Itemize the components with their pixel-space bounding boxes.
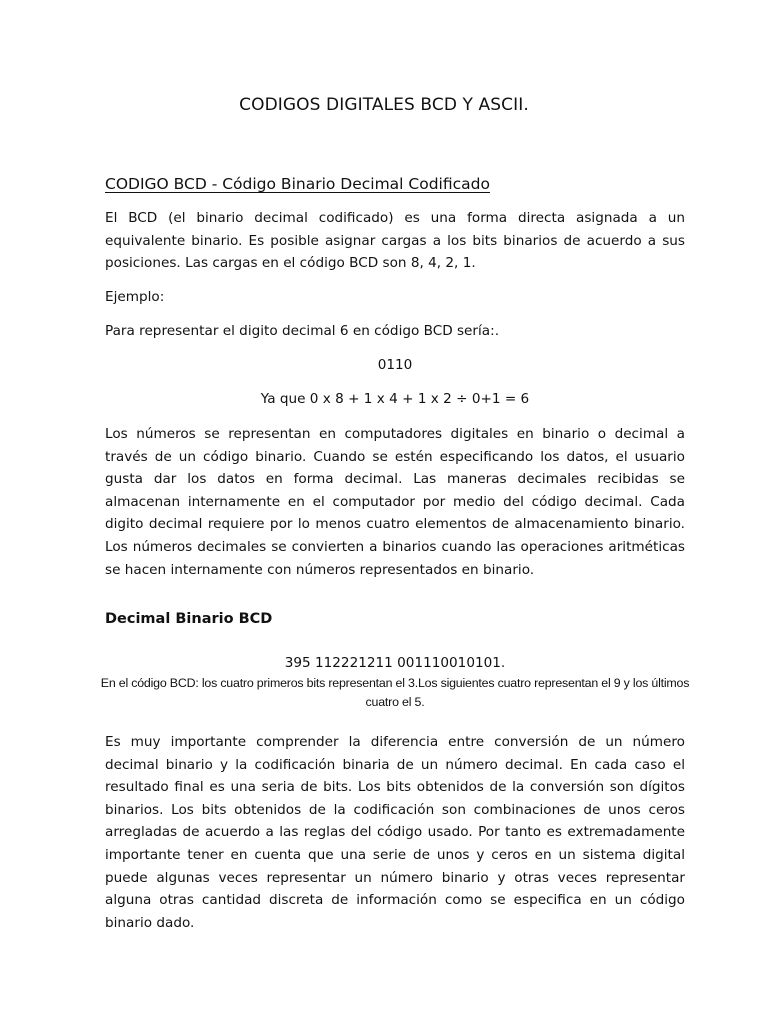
page-title: CODIGOS DIGITALES BCD Y ASCII. xyxy=(239,95,529,115)
table-values: 395 112221211 001110010101. xyxy=(284,655,506,671)
bcd-section-heading: CODIGO BCD - Código Binario Decimal Codificado xyxy=(105,175,490,193)
example-label: Ejemplo: xyxy=(105,289,165,305)
table-heading: Decimal Binario BCD xyxy=(105,611,273,627)
example-explanation: Ya que 0 x 8 + 1 x 4 + 1 x 2 ÷ 0+1 = 6 xyxy=(260,391,530,407)
numbers-paragraph: Los números se representan en computadores digitales en binario o decimal a través de un código binario. Cuando se estén especificando los datos, el usuario gusta dar los datos en forma decimal. Las maneras decimales recibidas se almacenan internamente en el computador por medio del código decimal. Cada digito decimal requiere por lo menos cuatro elementos de almacenamiento binario. Los números decimales se convierten a binarios cuando las operaciones aritméticas se hacen internamente con números representados en binario. xyxy=(105,426,685,578)
table-note: En el código BCD: los cuatro primeros bits representan el 3.Los siguientes cuatro representan el 9 y los últimos cuatro el 5. xyxy=(100,676,690,709)
final-paragraph: Es muy importante comprender la diferencia entre conversión de un número decimal binario y la codificación binaria de un número decimal. En cada caso el resultado final es una seria de bits. Los bits obtenidos de la conversión son dígitos binarios. Los bits obtenidos de la codificación son combinaciones de unos ceros arregladas de acuerdo a las reglas del código usado. Por tanto es extremadamente importante tener en cuenta que una serie de unos y ceros en un sistema digital puede algunas veces representar un número binario y otras veces representar alguna otras cantidad discreta de información como se especifica en un código binario dado. xyxy=(105,734,685,931)
example-code: 0110 xyxy=(377,357,413,373)
intro-paragraph: El BCD (el binario decimal codificado) es una forma directa asignada a un equivalente binario. Es posible asignar cargas a los bits binarios de acuerdo a sus posiciones. Las cargas en el código BCD son 8, 4, 2, 1. xyxy=(105,210,685,272)
example-text: Para representar el digito decimal 6 en código BCD sería:. xyxy=(105,323,500,339)
